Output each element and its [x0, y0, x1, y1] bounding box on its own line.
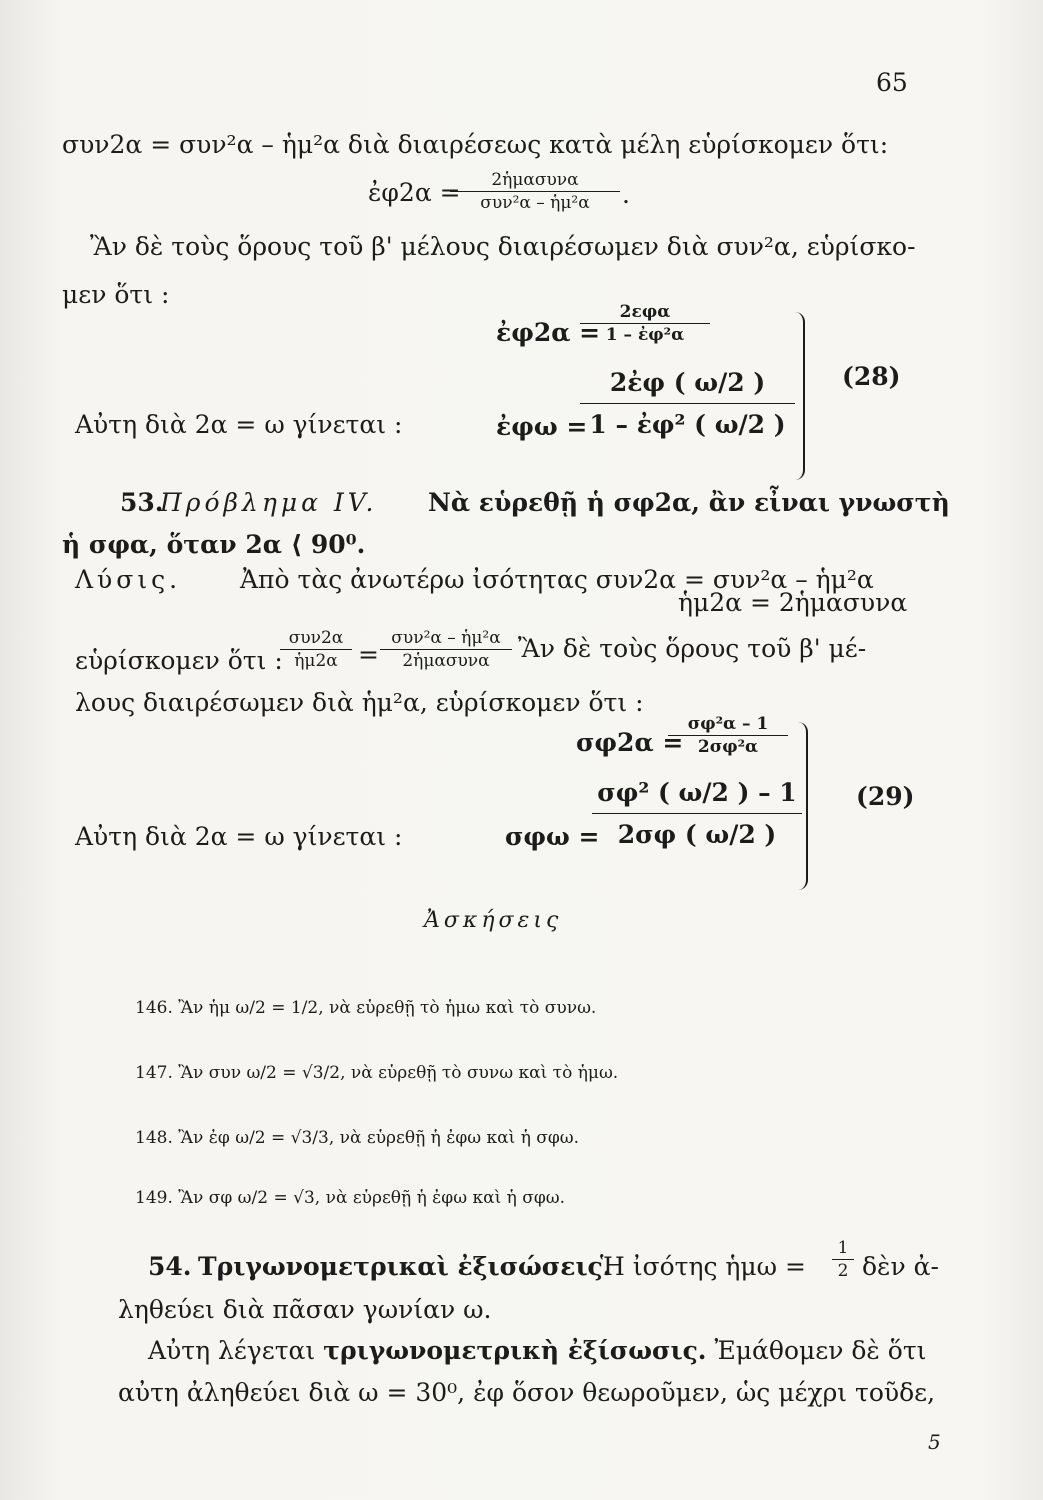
f28-row2-fraction — [580, 368, 795, 439]
exercise-149 — [135, 1188, 565, 1208]
fraction-bar — [450, 191, 620, 192]
problem53-after: Ἂν δὲ τοὺς ὅρους τοῦ β' μέ- — [518, 634, 867, 663]
ef2a-fraction — [450, 170, 620, 213]
f29-row2-denominator: 2σφ ( ω/2 ) — [617, 820, 777, 849]
section54-fraction — [832, 1238, 854, 1281]
page-number: 65 — [876, 68, 908, 97]
fraction-bar — [380, 649, 512, 650]
fraction-bar — [580, 323, 710, 324]
exercise-148 — [135, 1128, 579, 1148]
exercise-number: 149. — [135, 1188, 173, 1208]
ef2a-dot: . — [622, 180, 630, 209]
f28-row2-lhs: ἐφω = — [496, 412, 588, 441]
f28-condition: Αὐτη διὰ 2α = ω γίνεται : — [75, 410, 403, 439]
exercise-condition: Ἂν ἐφ ω/2 = √3/3, — [178, 1128, 335, 1148]
section54-line3-b: τριγωνομετρικὴ ἐξίσωσις. — [323, 1336, 707, 1365]
solution-label: Λύσις. — [75, 565, 182, 594]
f28-row1-lhs: ἐφ2α = — [496, 318, 601, 347]
f28-row1-numerator: 2εφα — [619, 302, 671, 322]
f29-row1-fraction — [668, 714, 788, 757]
problem53-statement-2: ἡ σφα, ὅταν 2α ⟨ 90⁰. — [62, 530, 366, 559]
ef2a-numerator: 2ἡμασυνα — [491, 170, 579, 190]
exercise-condition: Ἂν σφ ω/2 = √3, — [178, 1188, 321, 1208]
ratio1-denominator: ἡμ2α — [294, 651, 338, 671]
intro-line-3: Ἂν δὲ τοὺς ὅρους τοῦ β' μέλους διαιρέσωμεν διὰ συν²α, εὑρίσκο- — [90, 232, 916, 261]
ef2a-denominator: συν²α – ἡμ²α — [480, 193, 590, 213]
f28-label: (28) — [842, 362, 901, 391]
f28-row2-denominator: 1 – ἐφ² ( ω/2 ) — [589, 410, 786, 439]
fraction-bar — [592, 813, 802, 814]
f28-row1-fraction — [580, 302, 710, 345]
fraction-bar — [668, 735, 788, 736]
f28-brace — [795, 312, 805, 480]
ratio2-numerator: συν²α – ἡμ²α — [391, 628, 501, 648]
solution-text: Ἀπὸ τὰς ἀνωτέρω ἰσότητας συν2α = συν²α – ἡμ²α — [240, 565, 874, 594]
intro-line-4: μεν ὅτι : — [62, 280, 170, 309]
exercise-number: 146. — [135, 998, 173, 1018]
section54-line-4: αὐτη ἀληθεύει διὰ ω = 30⁰, ἐφ ὅσον θεωροῦμεν, ὡς μέχρι τοῦδε, — [118, 1378, 936, 1407]
f29-row1-lhs: σφ2α = — [576, 728, 684, 757]
section54-text1: Ἡ ἰσότης ἡμω = — [600, 1252, 806, 1281]
exercise-147 — [135, 1063, 618, 1083]
intro-line-1: συν2α = συν²α – ἡμ²α διὰ διαιρέσεως κατὰ μέλη εὑρίσκομεν ὅτι: — [62, 130, 889, 159]
footer-number: 5 — [928, 1430, 941, 1454]
ratio-fraction-2 — [380, 628, 512, 671]
problem53-statement-1: Νὰ εὑρεθῇ ἡ σφ2α, ἂν εἶναι γνωστὴ — [428, 488, 950, 517]
exercise-condition: Ἂν ἡμ ω/2 = 1/2, — [178, 998, 324, 1018]
f29-row1-denominator: 2σφ²α — [697, 737, 759, 757]
ratio1-numerator: συν2α — [288, 628, 344, 648]
f29-row2-lhs: σφω = — [505, 822, 600, 851]
ratio-fraction-1 — [280, 628, 352, 671]
f29-condition: Αὐτη διὰ 2α = ω γίνεται : — [75, 822, 403, 851]
problem53-number: 53. — [120, 488, 164, 517]
exercise-task: νὰ εὑρεθῇ τὸ συνω καὶ τὸ ἡμω. — [350, 1063, 619, 1083]
find-label: εὑρίσκομεν ὅτι : — [75, 646, 283, 675]
section54-denominator: 2 — [837, 1261, 849, 1281]
f28-row1-denominator: 1 – ἐφ²α — [605, 325, 685, 345]
section54-title: Τριγωνομετρικαὶ ἐξισώσεις. — [198, 1252, 612, 1281]
exercise-number: 148. — [135, 1128, 173, 1148]
f28-row2-numerator: 2ἐφ ( ω/2 ) — [609, 368, 766, 397]
exercise-task: νὰ εὑρεθῇ τὸ ἡμω καὶ τὸ συνω. — [329, 998, 597, 1018]
identity-2: ἡμ2α = 2ἡμασυνα — [678, 588, 908, 617]
exercise-task: νὰ εὑρεθῇ ἡ ἐφω καὶ ἡ σφω. — [339, 1128, 580, 1148]
ef2a-lhs: ἐφ2α = — [368, 178, 461, 207]
fraction-bar — [580, 403, 795, 404]
f29-row2-fraction — [592, 778, 802, 849]
section54-line-3 — [148, 1336, 926, 1365]
equals-sign: = — [358, 640, 379, 669]
section54-line3-c: Ἐμάθομεν δὲ ὅτι — [714, 1336, 927, 1365]
fraction-bar — [280, 649, 352, 650]
exercises-heading: Ἀσκήσεις — [424, 908, 563, 933]
section54-line3-a: Αὐτη λέγεται — [148, 1336, 316, 1365]
ratio2-denominator: 2ἡμασυνα — [402, 651, 490, 671]
f29-row2-numerator: σφ² ( ω/2 ) – 1 — [597, 778, 797, 807]
section54-number: 54. — [148, 1252, 192, 1281]
exercise-task: νὰ εὑρεθῇ ἡ ἐφω καὶ ἡ σφω. — [325, 1188, 566, 1208]
f29-label: (29) — [856, 782, 915, 811]
f29-row1-numerator: σφ²α – 1 — [687, 714, 769, 734]
exercise-condition: Ἂν συν ω/2 = √3/2, — [178, 1063, 346, 1083]
problem53-title: Πρόβλημα IV. — [160, 488, 378, 517]
section54-line-2: ληθεύει διὰ πᾶσαν γωνίαν ω. — [118, 1295, 492, 1324]
problem53-line-next: λους διαιρέσωμεν διὰ ἡμ²α, εὑρίσκομεν ὅτι : — [75, 688, 644, 717]
section54-text1-end: δὲν ἀ- — [862, 1252, 939, 1281]
section54-numerator: 1 — [837, 1238, 849, 1258]
exercise-number: 147. — [135, 1063, 173, 1083]
fraction-bar — [832, 1259, 854, 1260]
f29-brace — [798, 722, 808, 890]
exercise-146 — [135, 998, 596, 1018]
